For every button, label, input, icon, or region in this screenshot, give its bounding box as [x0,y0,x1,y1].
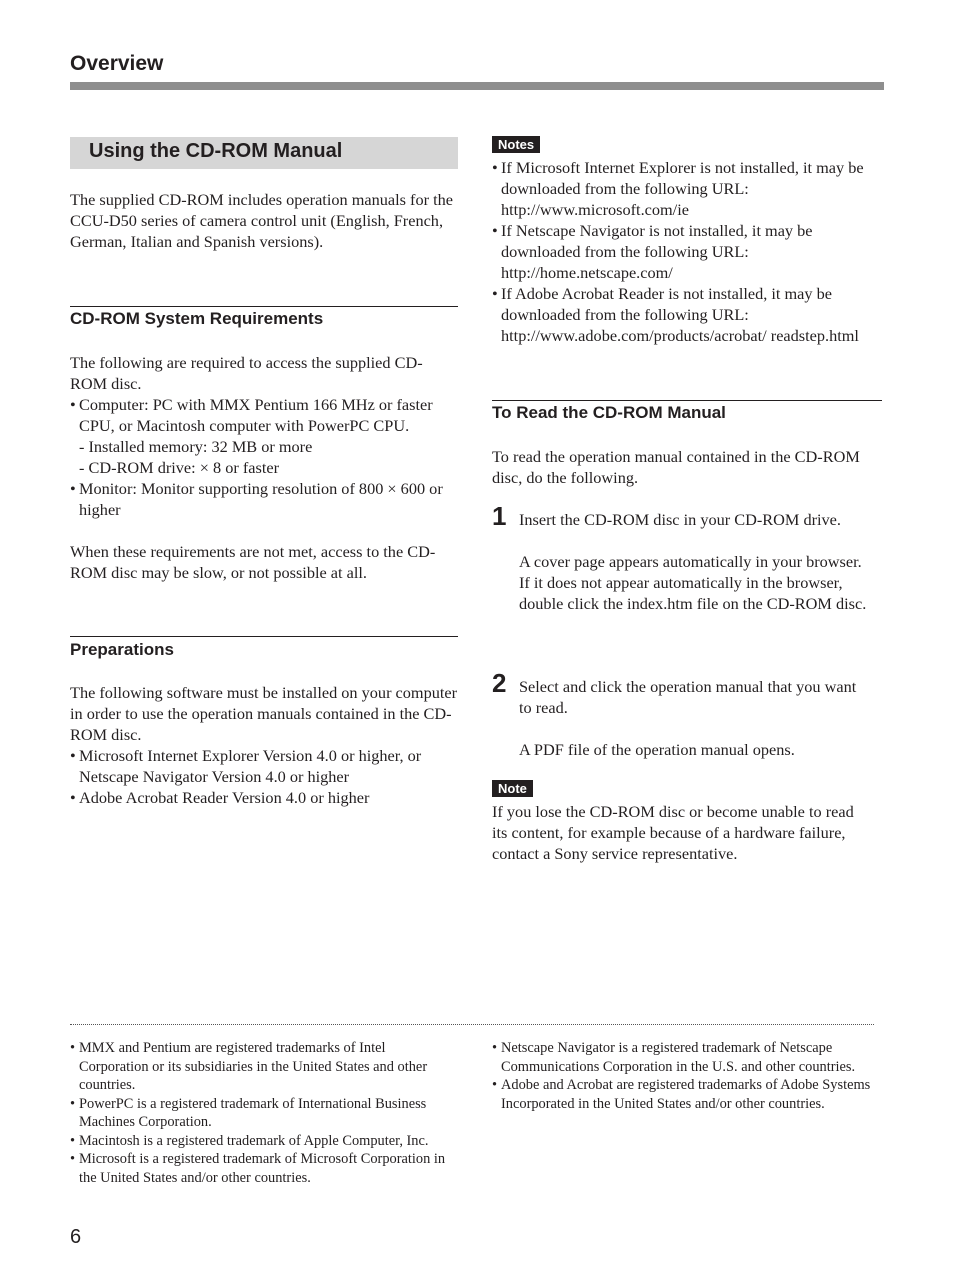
divider [70,306,458,307]
trademarks-left [70,1039,450,1187]
requirements-block [70,352,458,583]
sub-list-item: - Installed memory: 32 MB or more [79,437,313,456]
read-heading: To Read the CD-ROM Manual [492,403,726,422]
note-item: • If Netscape Navigator is not installed, it may be downloaded from the following URL: http://home.netscape.com/ [492,220,880,283]
title-bar [70,82,884,90]
list-item: • Computer: PC with MMX Pentium 166 MHz or faster CPU, or Macintosh computer with PowerPC CPU. [70,394,458,436]
step-instruction: Select and click the operation manual that you want to read. [519,677,857,717]
section-heading-box [70,137,458,169]
step-result: A cover page appears automatically in your browser. [519,552,862,571]
preparations-heading: Preparations [70,640,174,659]
note-text: If you lose the CD-ROM disc or become unable to read its content, for example because of a hardware failure, contact a Sony service representative. [492,802,854,863]
requirements-closing: When these requirements are not met, access to the CD-ROM disc may be slow, or not possible at all. [70,542,436,582]
trademark-item: • MMX and Pentium are registered trademarks of Intel Corporation or its subsidiaries in the United States and other countries. [70,1039,450,1095]
list-item: • Adobe Acrobat Reader Version 4.0 or higher [70,787,458,808]
read-lead: To read the operation manual contained in the CD-ROM disc, do the following. [492,447,860,487]
notes-block [492,157,880,346]
requirements-lead: The following are required to access the supplied CD-ROM disc. [70,353,423,393]
trademark-item: • Netscape Navigator is a registered trademark of Netscape Communications Corporation in the U.S. and other countries. [492,1039,876,1076]
page-number: 6 [70,1226,82,1248]
divider [492,400,882,401]
step-result: If it does not appear automatically in the browser, double click the index.htm file on the CD-ROM disc. [519,573,867,613]
step-1 [519,509,881,614]
sub-list-item: - CD-ROM drive: × 8 or faster [79,458,279,477]
trademarks-right [492,1039,876,1113]
list-item: • Monitor: Monitor supporting resolution of 800 × 600 or higher [70,478,458,520]
divider [70,636,458,637]
step-number: 2 [492,668,507,698]
note-label: Note [492,780,533,797]
note-item: • If Adobe Acrobat Reader is not installed, it may be downloaded from the following URL: http://www.adobe.com/products/acrobat/ readstep.html [492,283,880,346]
step-2 [519,676,859,760]
step-instruction: Insert the CD-ROM disc in your CD-ROM drive. [519,510,841,529]
intro-paragraph: The supplied CD-ROM includes operation manuals for the CCU-D50 series of camera control unit (English, French, German, Italian and Spanish versions). [70,190,453,251]
notes-label: Notes [492,136,540,153]
trademark-item: • Macintosh is a registered trademark of Apple Computer, Inc. [70,1132,450,1151]
preparations-lead: The following software must be installed on your computer in order to use the operation manuals contained in the CD-ROM disc. [70,683,458,744]
step-result: A PDF file of the operation manual opens. [519,740,795,759]
list-item: • Microsoft Internet Explorer Version 4.0 or higher, or Netscape Navigator Version 4.0 or higher [70,745,458,787]
trademark-item: • Adobe and Acrobat are registered trademarks of Adobe Systems Incorporated in the United States and/or other countries. [492,1076,876,1113]
trademark-item: • Microsoft is a registered trademark of Microsoft Corporation in the United States and/or other countries. [70,1150,450,1187]
page-title: Overview [70,52,164,75]
footnote-divider [70,1024,874,1025]
step-number: 1 [492,501,507,531]
preparations-block [70,682,458,808]
trademark-item: • PowerPC is a registered trademark of International Business Machines Corporation. [70,1095,450,1132]
requirements-heading: CD-ROM System Requirements [70,309,324,328]
note-item: • If Microsoft Internet Explorer is not installed, it may be downloaded from the following URL: http://www.microsoft.com/ie [492,157,880,220]
section-title: Using the CD-ROM Manual [89,140,343,162]
